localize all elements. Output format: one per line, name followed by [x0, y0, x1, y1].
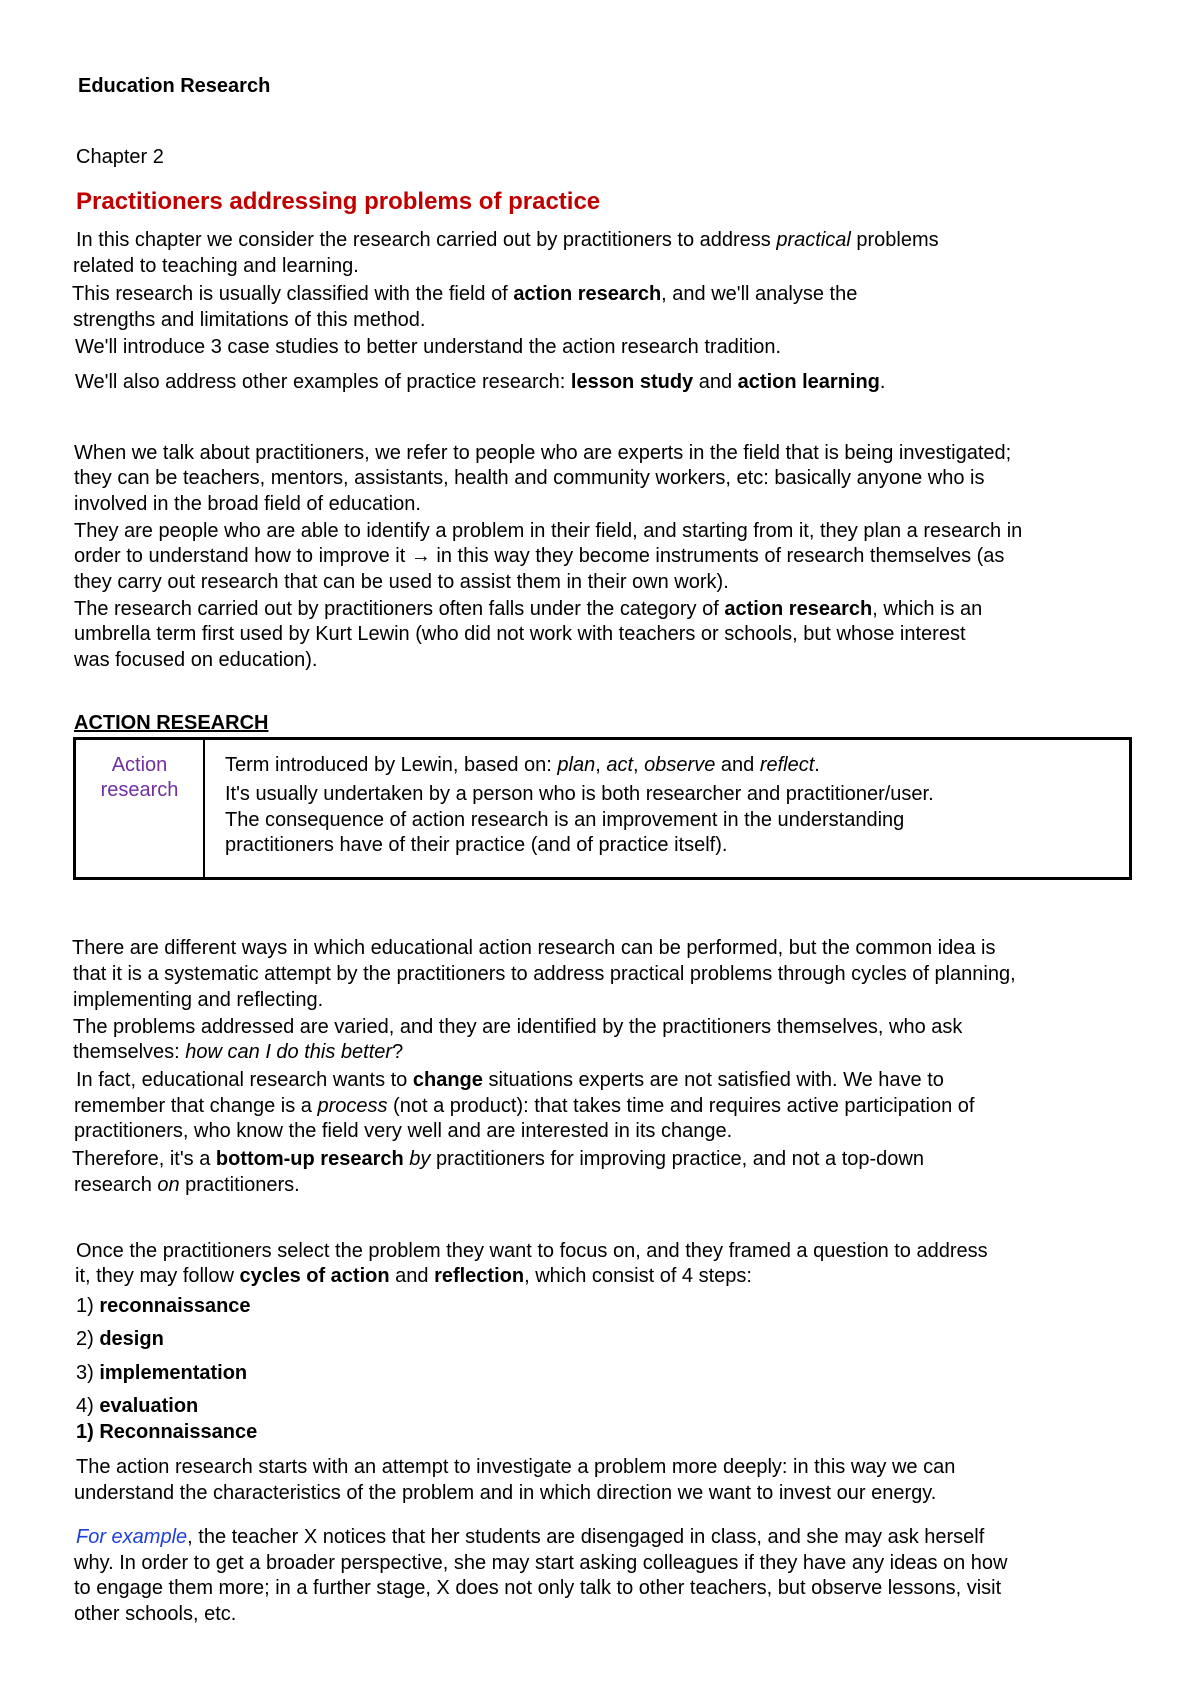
text-italic: act: [606, 754, 634, 776]
cycles-line-1: Once the practitioners select the problem they want to focus on, and they framed a question to address: [76, 1240, 988, 1262]
text-italic: by: [409, 1148, 431, 1170]
text: ,: [633, 754, 645, 776]
practitioners-line-3: involved in the broad field of education.: [74, 493, 421, 515]
example-label: For example: [76, 1526, 188, 1548]
ways-line-8: practitioners, who know the field very well and are interested in its change.: [74, 1120, 733, 1142]
definition-table: [73, 737, 1132, 880]
table-definition-line-4: practitioners have of their practice (and of practice itself).: [225, 834, 728, 856]
ways-line-1: There are different ways in which educational action research can be performed, but the common idea is: [72, 937, 996, 959]
intro-line-6: [75, 370, 885, 394]
step-number: 2): [76, 1328, 100, 1350]
step-item-1: [76, 1294, 251, 1318]
intro-line-5: We'll introduce 3 case studies to better understand the action research tradition.: [75, 336, 782, 358]
ways-line-5: [73, 1040, 403, 1064]
table-definition-line-3: The consequence of action research is an improvement in the understanding: [225, 809, 905, 831]
step-item-3: [76, 1361, 247, 1385]
subheading-reconnaissance: 1) Reconnaissance: [76, 1421, 258, 1443]
ways-line-4: The problems addressed are varied, and they are identified by the practitioners themselves, who ask: [73, 1016, 963, 1038]
example-line-3: to engage them more; in a further stage, X does not only talk to other teachers, but observe lessons, visit: [74, 1577, 1002, 1599]
text: This research is usually classified with the field of: [72, 283, 514, 305]
text: situations experts are not satisfied with. We have to: [482, 1069, 944, 1091]
text: .: [879, 371, 886, 393]
text: and: [693, 371, 738, 393]
text: ,: [595, 754, 607, 776]
text: In this chapter we consider the research carried out by practitioners to address: [76, 229, 777, 251]
table-definition-line-1: [225, 753, 820, 777]
text-bold: cycles of action: [239, 1265, 390, 1287]
step-number: 1): [76, 1295, 100, 1317]
step-item-4: [76, 1394, 198, 1418]
text-italic: how can I do this better: [185, 1041, 393, 1063]
text: Therefore, it's a: [72, 1148, 216, 1170]
practitioners-line-6: they carry out research that can be used to assist them in their own work).: [74, 571, 729, 593]
intro-line-1: [76, 228, 939, 252]
ways-line-6: [76, 1068, 944, 1092]
reconnaissance-line-2: understand the characteristics of the problem and in which direction we want to invest our energy.: [74, 1482, 937, 1504]
text: and: [715, 754, 760, 776]
text-italic: practical: [776, 229, 851, 251]
text-bold: action research: [724, 598, 873, 620]
ways-line-3: implementing and reflecting.: [73, 989, 324, 1011]
step-label: design: [99, 1328, 164, 1350]
ways-line-10: [74, 1173, 300, 1197]
practitioners-line-7: [74, 597, 982, 621]
text-italic: process: [317, 1095, 388, 1117]
text: research: [74, 1174, 158, 1196]
text: practitioners for improving practice, and not a top-down: [430, 1148, 924, 1170]
chapter-title: Practitioners addressing problems of practice: [76, 188, 601, 215]
table-definition-line-2: It's usually undertaken by a person who is both researcher and practitioner/user.: [225, 783, 934, 805]
text: .: [814, 754, 820, 776]
step-item-2: [76, 1327, 164, 1351]
step-label: reconnaissance: [99, 1295, 251, 1317]
text: , and we'll analyse the: [661, 283, 858, 305]
text-italic: on: [157, 1174, 180, 1196]
cycles-line-2: [75, 1264, 752, 1288]
text-italic: reflect: [759, 754, 815, 776]
ways-line-2: that it is a systematic attempt by the practitioners to address practical problems through cycles of planning,: [73, 963, 1016, 985]
text: We'll also address other examples of practice research:: [75, 371, 571, 393]
text: , the teacher X notices that her students are disengaged in class, and she may ask herself: [187, 1526, 985, 1548]
text: , which is an: [872, 598, 983, 620]
text: In fact, educational research wants to: [76, 1069, 413, 1091]
text-italic: plan: [557, 754, 596, 776]
text-bold: bottom-up research: [215, 1148, 404, 1170]
text-italic: observe: [644, 754, 716, 776]
text-bold: reflection: [434, 1265, 525, 1287]
table-divider: [203, 740, 205, 877]
text: practitioners.: [179, 1174, 300, 1196]
ways-line-7: [74, 1094, 974, 1118]
practitioners-line-8: umbrella term first used by Kurt Lewin (who did not work with teachers or schools, but whose interest: [74, 623, 966, 645]
reconnaissance-line-1: The action research starts with an attempt to investigate a problem more deeply: in this way we can: [76, 1456, 956, 1478]
text: problems: [850, 229, 939, 251]
practitioners-line-9: was focused on education).: [74, 649, 318, 671]
practitioners-line-5: order to understand how to improve it → in this way they become instruments of research themselves (as: [74, 545, 1005, 567]
text: it, they may follow: [75, 1265, 240, 1287]
text: Term introduced by Lewin, based on:: [225, 754, 558, 776]
document-title: Education Research: [78, 75, 271, 97]
table-term-line-1: Action: [111, 754, 168, 776]
text: ?: [392, 1041, 404, 1063]
text: remember that change is a: [74, 1095, 318, 1117]
text-bold: change: [412, 1069, 483, 1091]
step-number: 3): [76, 1362, 100, 1384]
text: (not a product): that takes time and requires active participation of: [387, 1095, 975, 1117]
text: The research carried out by practitioners often falls under the category of: [74, 598, 725, 620]
intro-line-4: strengths and limitations of this method.: [73, 309, 426, 331]
step-label: evaluation: [99, 1395, 199, 1417]
text-bold: action research: [513, 283, 662, 305]
text: themselves:: [73, 1041, 186, 1063]
text: , which consist of 4 steps:: [524, 1265, 752, 1287]
example-line-1: [76, 1525, 984, 1549]
text-bold: lesson study: [570, 371, 694, 393]
practitioners-line-1: When we talk about practitioners, we refer to people who are experts in the field that is being investigated;: [74, 442, 1012, 464]
chapter-label: Chapter 2: [76, 146, 164, 168]
table-term-line-2: research: [100, 779, 179, 801]
text-bold: action learning: [737, 371, 880, 393]
intro-line-2: related to teaching and learning.: [73, 255, 359, 277]
ways-line-9: [72, 1147, 924, 1171]
example-line-4: other schools, etc.: [74, 1603, 237, 1625]
text: and: [389, 1265, 435, 1287]
section-heading-action-research: ACTION RESEARCH: [74, 712, 269, 734]
example-line-2: why. In order to get a broader perspective, she may start asking colleagues if they have any ideas on how: [74, 1552, 1008, 1574]
step-number: 4): [76, 1395, 100, 1417]
practitioners-line-4: They are people who are able to identify a problem in their field, and starting from it, they plan a research in: [74, 520, 1023, 542]
practitioners-line-2: they can be teachers, mentors, assistants, health and community workers, etc: basically anyone who is: [74, 467, 985, 489]
intro-line-3: [72, 282, 857, 306]
step-label: implementation: [99, 1362, 248, 1384]
